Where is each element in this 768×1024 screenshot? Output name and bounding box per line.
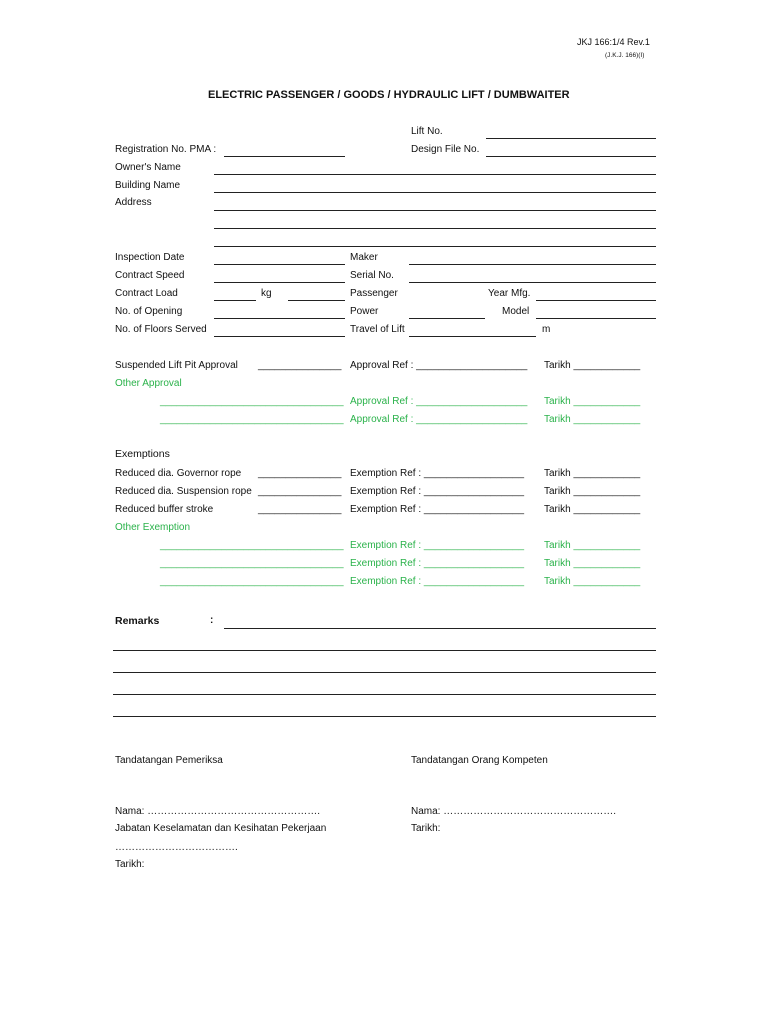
document-sub-reference: (J.K.J. 166)(I)	[605, 52, 645, 59]
other-exemption-tarikh-field-2[interactable]: Tarikh ____________	[544, 558, 641, 569]
approval-ref-field[interactable]: Approval Ref : ____________________	[350, 360, 528, 371]
inspector-signature-label: Tandatangan Pemeriksa	[115, 755, 223, 766]
registration-pma-label: Registration No. PMA :	[115, 144, 217, 155]
document-reference: JKJ 166:1/4 Rev.1	[577, 37, 650, 47]
other-exemption-name-field-1[interactable]: _________________________________	[160, 540, 344, 551]
governor-rope-label: Reduced dia. Governor rope	[115, 468, 242, 479]
suspension-rope-field[interactable]: _______________	[258, 486, 342, 497]
other-exemption-name-field-3[interactable]: _________________________________	[160, 576, 344, 587]
buffer-stroke-label: Reduced buffer stroke	[115, 504, 214, 515]
address-line-3[interactable]	[214, 246, 656, 247]
department-name: Jabatan Keselamatan dan Kesihatan Pekerjaan	[115, 823, 327, 834]
buffer-tarikh-field[interactable]: Tarikh ____________	[544, 504, 641, 515]
owners-name-label: Owner's Name	[115, 162, 181, 173]
competent-person-signature-label: Tandatangan Orang Kompeten	[411, 755, 548, 766]
no-of-floors-field[interactable]	[214, 336, 345, 337]
lift-no-label: Lift No.	[411, 126, 443, 137]
exemptions-heading: Exemptions	[115, 448, 170, 460]
competent-person-name-field[interactable]: Nama: …………………………………………….	[411, 806, 617, 817]
model-field[interactable]	[536, 318, 656, 319]
remarks-line-2[interactable]	[113, 650, 656, 651]
inspector-extra-field[interactable]: ……………………………….	[115, 842, 238, 853]
inspection-date-label: Inspection Date	[115, 252, 185, 263]
remarks-line-3[interactable]	[113, 672, 656, 673]
approval-tarikh-field[interactable]: Tarikh ____________	[544, 360, 641, 371]
other-exemption-name-field-2[interactable]: _________________________________	[160, 558, 344, 569]
registration-pma-field[interactable]	[224, 156, 345, 157]
remarks-line-1[interactable]	[224, 628, 656, 629]
suspended-pit-field[interactable]: _______________	[258, 360, 342, 371]
year-mfg-field[interactable]	[536, 300, 656, 301]
other-exemption-tarikh-field-3[interactable]: Tarikh ____________	[544, 576, 641, 587]
other-exemption-tarikh-field-1[interactable]: Tarikh ____________	[544, 540, 641, 551]
contract-load-extra-field[interactable]	[288, 300, 345, 301]
governor-rope-field[interactable]: _______________	[258, 468, 342, 479]
suspension-rope-label: Reduced dia. Suspension rope	[115, 486, 252, 497]
kg-unit: kg	[261, 288, 272, 299]
design-file-field[interactable]	[486, 156, 656, 157]
remarks-line-5[interactable]	[113, 716, 656, 717]
other-approval-ref-field-2[interactable]: Approval Ref : ____________________	[350, 414, 528, 425]
other-exemption-ref-field-2[interactable]: Exemption Ref : __________________	[350, 558, 525, 569]
contract-load-field[interactable]	[214, 300, 256, 301]
form-title: ELECTRIC PASSENGER / GOODS / HYDRAULIC LIFT / DUMBWAITER	[208, 89, 570, 101]
no-of-opening-field[interactable]	[214, 318, 345, 319]
serial-no-field[interactable]	[409, 282, 656, 283]
address-line-1[interactable]	[214, 210, 656, 211]
other-exemption-label: Other Exemption	[115, 522, 191, 533]
contract-speed-label: Contract Speed	[115, 270, 185, 281]
other-approval-name-field-2[interactable]: _________________________________	[160, 414, 344, 425]
year-mfg-label: Year Mfg.	[488, 288, 531, 299]
inspector-name-field[interactable]: Nama: …………………………………………….	[115, 806, 321, 817]
travel-of-lift-field[interactable]	[409, 336, 536, 337]
other-approval-ref-field-1[interactable]: Approval Ref : ____________________	[350, 396, 528, 407]
governor-tarikh-field[interactable]: Tarikh ____________	[544, 468, 641, 479]
governor-exemption-ref-field[interactable]: Exemption Ref : __________________	[350, 468, 525, 479]
meter-unit: m	[542, 324, 551, 335]
no-of-floors-label: No. of Floors Served	[115, 324, 207, 335]
other-exemption-ref-field-1[interactable]: Exemption Ref : __________________	[350, 540, 525, 551]
suspended-pit-label: Suspended Lift Pit Approval	[115, 360, 238, 371]
no-of-opening-label: No. of Opening	[115, 306, 183, 317]
buffer-stroke-field[interactable]: _______________	[258, 504, 342, 515]
model-label: Model	[502, 306, 530, 317]
inspection-date-field[interactable]	[214, 264, 345, 265]
remarks-label: Remarks	[115, 615, 160, 627]
serial-no-label: Serial No.	[350, 270, 394, 281]
other-approval-tarikh-field-1[interactable]: Tarikh ____________	[544, 396, 641, 407]
other-approval-tarikh-field-2[interactable]: Tarikh ____________	[544, 414, 641, 425]
building-name-field[interactable]	[214, 192, 656, 193]
lift-no-field[interactable]	[486, 138, 656, 139]
remarks-colon: :	[210, 615, 214, 626]
design-file-label: Design File No.	[411, 144, 480, 155]
contract-speed-field[interactable]	[214, 282, 345, 283]
maker-field[interactable]	[409, 264, 656, 265]
building-name-label: Building Name	[115, 180, 181, 191]
power-label: Power	[350, 306, 379, 317]
remarks-line-4[interactable]	[113, 694, 656, 695]
other-approval-label: Other Approval	[115, 378, 182, 389]
other-exemption-ref-field-3[interactable]: Exemption Ref : __________________	[350, 576, 525, 587]
travel-of-lift-label: Travel of Lift	[350, 324, 405, 335]
suspension-tarikh-field[interactable]: Tarikh ____________	[544, 486, 641, 497]
maker-label: Maker	[350, 252, 378, 263]
address-line-2[interactable]	[214, 228, 656, 229]
contract-load-label: Contract Load	[115, 288, 178, 299]
passenger-label: Passenger	[350, 288, 398, 299]
suspension-exemption-ref-field[interactable]: Exemption Ref : __________________	[350, 486, 525, 497]
power-field[interactable]	[409, 318, 485, 319]
inspector-date-field[interactable]: Tarikh:	[115, 859, 145, 870]
address-label: Address	[115, 197, 152, 208]
owners-name-field[interactable]	[214, 174, 656, 175]
other-approval-name-field-1[interactable]: _________________________________	[160, 396, 344, 407]
competent-person-date-field[interactable]: Tarikh:	[411, 823, 441, 834]
buffer-exemption-ref-field[interactable]: Exemption Ref : __________________	[350, 504, 525, 515]
